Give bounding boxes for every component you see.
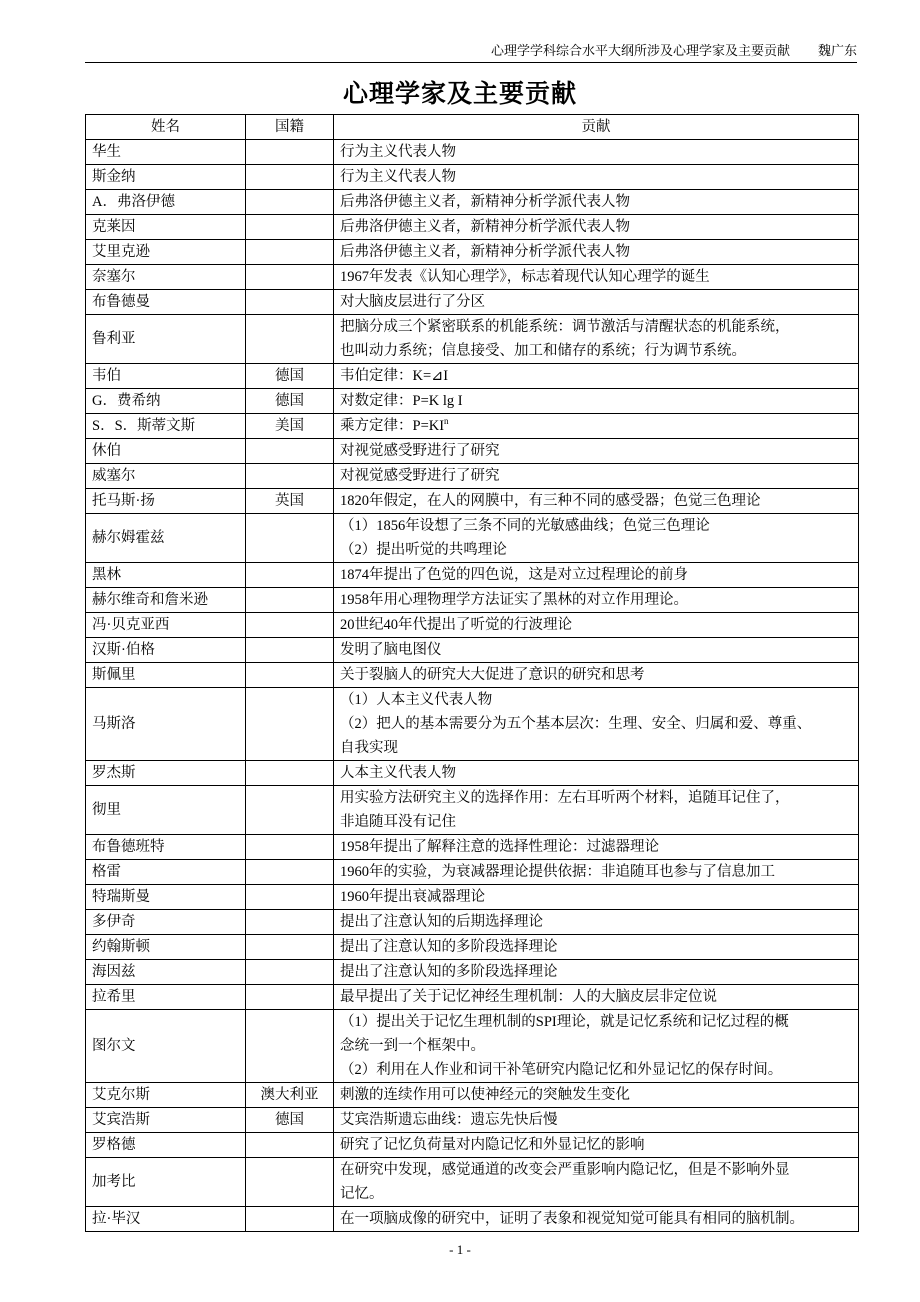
cell-contribution [334,935,859,960]
contribution-text: 1960年提出衰减器理论 [340,889,485,905]
page-title: 心理学家及主要贡献 [342,79,577,108]
page-number: - 1 - [449,1242,471,1257]
contribution-line [340,140,852,164]
table-row [86,464,859,489]
contribution-line [340,935,852,959]
header-contribution: 贡献 [334,115,859,140]
contribution-text: 关于裂脑人的研究大大促进了意识的研究和思考 [340,667,645,683]
table-row [86,1010,859,1083]
cell-name: 鲁利亚 [86,315,246,364]
cell-name: G．费希纳 [86,389,246,414]
cell-name: 奈塞尔 [86,265,246,290]
cell-name: 多伊奇 [86,910,246,935]
cell-nationality: 德国 [246,364,334,389]
psychologists-table [85,114,859,1232]
page-header [85,40,857,63]
cell-name: 托马斯·扬 [86,489,246,514]
contribution-line [340,290,852,314]
cell-nationality: 美国 [246,414,334,439]
contribution-line [340,1058,852,1082]
contribution-text: 也叫动力系统；信息接受、加工和储存的系统；行为调节系统。 [340,343,746,359]
table-row [86,588,859,613]
cell-name: 约翰斯顿 [86,935,246,960]
contribution-text: 乘方定律：P=KI [340,418,445,434]
cell-contribution [334,140,859,165]
cell-contribution [334,960,859,985]
table-row [86,910,859,935]
contribution-text: 提出了注意认知的后期选择理论 [340,914,543,930]
contribution-line [340,339,852,363]
contribution-text: 后弗洛伊德主义者，新精神分析学派代表人物 [340,194,630,210]
cell-nationality [246,1010,334,1083]
contribution-line [340,885,852,909]
contribution-text: 发明了脑电图仪 [340,642,442,658]
table-row [86,935,859,960]
contribution-line [340,1133,852,1157]
cell-name: 克莱因 [86,215,246,240]
header-nationality: 国籍 [246,115,334,140]
header-author: 魏广东 [817,43,857,58]
contribution-line [340,464,852,488]
table-row [86,414,859,439]
contribution-line [340,1108,852,1132]
contribution-line [340,1207,852,1231]
contribution-text: （1）提出关于记忆生理机制的SPI理论，就是记忆系统和记忆过程的概 [340,1014,789,1030]
table-row [86,663,859,688]
table-row [86,265,859,290]
cell-contribution [334,315,859,364]
table-row [86,563,859,588]
table-row [86,290,859,315]
table-row [86,140,859,165]
cell-nationality [246,835,334,860]
contribution-line [340,538,852,562]
cell-name: 加考比 [86,1158,246,1207]
table-row [86,489,859,514]
cell-contribution [334,910,859,935]
cell-nationality [246,588,334,613]
contribution-text: 在一项脑成像的研究中，证明了表象和视觉知觉可能具有相同的脑机制。 [340,1211,804,1227]
cell-name: 艾克尔斯 [86,1083,246,1108]
contribution-text: 后弗洛伊德主义者，新精神分析学派代表人物 [340,219,630,235]
contribution-line [340,1034,852,1058]
table-row [86,240,859,265]
cell-nationality [246,761,334,786]
cell-nationality [246,786,334,835]
cell-contribution [334,588,859,613]
contribution-text: 1960年的实验，为衰减器理论提供依据：非追随耳也参与了信息加工 [340,864,775,880]
contribution-line [340,1182,852,1206]
cell-contribution [334,885,859,910]
cell-name: 图尔文 [86,1010,246,1083]
cell-nationality [246,563,334,588]
contribution-text: 念统一到一个框架中。 [340,1038,485,1054]
table-body [86,140,859,1232]
cell-nationality [246,935,334,960]
contribution-line [340,960,852,984]
cell-nationality [246,165,334,190]
cell-nationality [246,240,334,265]
contribution-line [340,712,852,736]
contribution-line [340,439,852,463]
contribution-line [340,190,852,214]
contribution-text: 20世纪40年代提出了听觉的行波理论 [340,617,572,633]
cell-nationality [246,265,334,290]
cell-name: 彻里 [86,786,246,835]
table-row [86,165,859,190]
cell-contribution [334,860,859,885]
table-row [86,985,859,1010]
contribution-text: 提出了注意认知的多阶段选择理论 [340,939,558,955]
cell-nationality [246,910,334,935]
contribution-line [340,613,852,637]
cell-nationality [246,638,334,663]
cell-nationality [246,1207,334,1232]
contribution-text: 行为主义代表人物 [340,144,456,160]
contribution-line [340,414,852,438]
cell-name: 韦伯 [86,364,246,389]
cell-nationality [246,885,334,910]
table-row [86,389,859,414]
table-row [86,1133,859,1158]
contribution-text: 1874年提出了色觉的四色说，这是对立过程理论的前身 [340,567,688,583]
cell-contribution [334,1207,859,1232]
cell-name: 罗杰斯 [86,761,246,786]
cell-contribution [334,761,859,786]
contribution-line [340,563,852,587]
contribution-text: 韦伯定律：K=⊿I [340,368,449,384]
contribution-text: 人本主义代表人物 [340,765,456,781]
contribution-line [340,688,852,712]
table-header-row [86,115,859,140]
contribution-text: 1958年提出了解释注意的选择性理论：过滤器理论 [340,839,659,855]
cell-contribution [334,290,859,315]
contribution-line [340,786,852,810]
cell-nationality [246,613,334,638]
cell-contribution [334,786,859,835]
cell-nationality [246,663,334,688]
table-row [86,1083,859,1108]
exponent: n [444,416,449,427]
table-row [86,835,859,860]
cell-name: 斯佩里 [86,663,246,688]
table-row [86,885,859,910]
contribution-text: （1）人本主义代表人物 [340,692,493,708]
cell-name: 罗格德 [86,1133,246,1158]
contribution-line [340,240,852,264]
contribution-line [340,860,852,884]
cell-contribution [334,165,859,190]
cell-contribution [334,835,859,860]
table-row [86,638,859,663]
cell-nationality [246,315,334,364]
cell-contribution [334,1010,859,1083]
table-row [86,960,859,985]
contribution-line [340,663,852,687]
cell-name: 拉希里 [86,985,246,1010]
cell-contribution [334,563,859,588]
contribution-line [340,835,852,859]
cell-contribution [334,364,859,389]
table-row [86,364,859,389]
header-text: 心理学学科综合水平大纲所涉及心理学家及主要贡献 [490,43,790,58]
cell-name: 赫尔姆霍兹 [86,514,246,563]
cell-name: 特瑞斯曼 [86,885,246,910]
contribution-text: 非追随耳没有记住 [340,814,456,830]
table-row [86,514,859,563]
cell-nationality [246,190,334,215]
cell-name: S．S．斯蒂文斯 [86,414,246,439]
cell-nationality [246,439,334,464]
cell-nationality [246,140,334,165]
cell-name: 马斯洛 [86,688,246,761]
contribution-text: 1958年用心理物理学方法证实了黑林的对立作用理论。 [340,592,688,608]
cell-contribution [334,985,859,1010]
cell-name: 格雷 [86,860,246,885]
contribution-line [340,315,852,339]
contribution-text: 用实验方法研究主义的选择作用：左右耳听两个材料，追随耳记住了， [340,790,790,806]
cell-contribution [334,464,859,489]
contribution-text: 最早提出了关于记忆神经生理机制：人的大脑皮层非定位说 [340,989,717,1005]
cell-name: 海因兹 [86,960,246,985]
cell-contribution [334,663,859,688]
contribution-line [340,1158,852,1182]
contribution-text: 对视觉感受野进行了研究 [340,468,500,484]
cell-nationality [246,464,334,489]
table-row [86,190,859,215]
contribution-text: 在研究中发现，感觉通道的改变会严重影响内隐记忆，但是不影响外显 [340,1162,790,1178]
cell-name: 冯·贝克亚西 [86,613,246,638]
cell-nationality [246,290,334,315]
cell-nationality [246,985,334,1010]
cell-nationality: 德国 [246,1108,334,1133]
cell-contribution [334,190,859,215]
table-row [86,315,859,364]
table-row [86,1108,859,1133]
table-row [86,215,859,240]
contribution-line [340,364,852,388]
cell-contribution [334,414,859,439]
contribution-text: （2）利用在人作业和词干补笔研究内隐记忆和外显记忆的保存时间。 [340,1062,783,1078]
cell-name: 汉斯·伯格 [86,638,246,663]
contribution-line [340,215,852,239]
contribution-line [340,588,852,612]
header-name: 姓名 [86,115,246,140]
cell-name: 斯金纳 [86,165,246,190]
cell-name: 休伯 [86,439,246,464]
contribution-text: 刺激的连续作用可以使神经元的突触发生变化 [340,1087,630,1103]
contribution-line [340,514,852,538]
contribution-text: 对视觉感受野进行了研究 [340,443,500,459]
cell-contribution [334,688,859,761]
contribution-text: 行为主义代表人物 [340,169,456,185]
contribution-text: 对大脑皮层进行了分区 [340,294,485,310]
table-row [86,688,859,761]
contribution-line [340,489,852,513]
table-row [86,1207,859,1232]
contribution-line [340,165,852,189]
cell-nationality [246,860,334,885]
cell-name: 威塞尔 [86,464,246,489]
contribution-line [340,1010,852,1034]
cell-contribution [334,215,859,240]
cell-name: 布鲁德曼 [86,290,246,315]
contribution-text: 艾宾浩斯遗忘曲线：遗忘先快后慢 [340,1112,558,1128]
contribution-line [340,1083,852,1107]
contribution-line [340,810,852,834]
table-row [86,761,859,786]
contribution-text: 1967年发表《认知心理学》，标志着现代认知心理学的诞生 [340,269,710,285]
cell-nationality [246,215,334,240]
contribution-text: 把脑分成三个紧密联系的机能系统：调节激活与清醒状态的机能系统， [340,319,790,335]
contribution-text: （1）1856年设想了三条不同的光敏感曲线；色觉三色理论 [340,518,710,534]
cell-name: 黑林 [86,563,246,588]
cell-name: 赫尔维奇和詹米逊 [86,588,246,613]
cell-contribution [334,265,859,290]
contribution-line [340,761,852,785]
table-row [86,786,859,835]
cell-nationality [246,688,334,761]
cell-nationality [246,514,334,563]
cell-name: 华生 [86,140,246,165]
cell-contribution [334,1133,859,1158]
contribution-line [340,638,852,662]
cell-name: 拉·毕汉 [86,1207,246,1232]
contribution-text: （2）把人的基本需要分为五个基本层次：生理、安全、归属和爱、尊重、 [340,716,812,732]
cell-contribution [334,638,859,663]
contribution-text: 1820年假定，在人的网膜中，有三种不同的感受器；色觉三色理论 [340,493,761,509]
table-row [86,439,859,464]
contribution-text: 自我实现 [340,740,398,756]
cell-nationality [246,1158,334,1207]
cell-name: 艾宾浩斯 [86,1108,246,1133]
cell-nationality [246,1133,334,1158]
cell-contribution [334,1083,859,1108]
contribution-text: 记忆。 [340,1186,384,1202]
cell-contribution [334,1108,859,1133]
contribution-text: 研究了记忆负荷量对内隐记忆和外显记忆的影响 [340,1137,645,1153]
contribution-text: 提出了注意认知的多阶段选择理论 [340,964,558,980]
cell-name: A．弗洛伊德 [86,190,246,215]
cell-contribution [334,613,859,638]
table-row [86,860,859,885]
cell-name: 布鲁德班特 [86,835,246,860]
cell-nationality: 澳大利亚 [246,1083,334,1108]
contribution-line [340,265,852,289]
cell-contribution [334,439,859,464]
cell-contribution [334,1158,859,1207]
table-row [86,1158,859,1207]
contribution-line [340,985,852,1009]
cell-nationality [246,960,334,985]
cell-contribution [334,240,859,265]
cell-contribution [334,389,859,414]
cell-nationality: 德国 [246,389,334,414]
contribution-line [340,736,852,760]
table-row [86,613,859,638]
contribution-text: 后弗洛伊德主义者，新精神分析学派代表人物 [340,244,630,260]
cell-contribution [334,514,859,563]
cell-contribution [334,489,859,514]
cell-name: 艾里克逊 [86,240,246,265]
contribution-line [340,910,852,934]
cell-nationality: 英国 [246,489,334,514]
contribution-text: （2）提出听觉的共鸣理论 [340,542,507,558]
contribution-text: 对数定律：P=K lg I [340,393,463,409]
contribution-line [340,389,852,413]
